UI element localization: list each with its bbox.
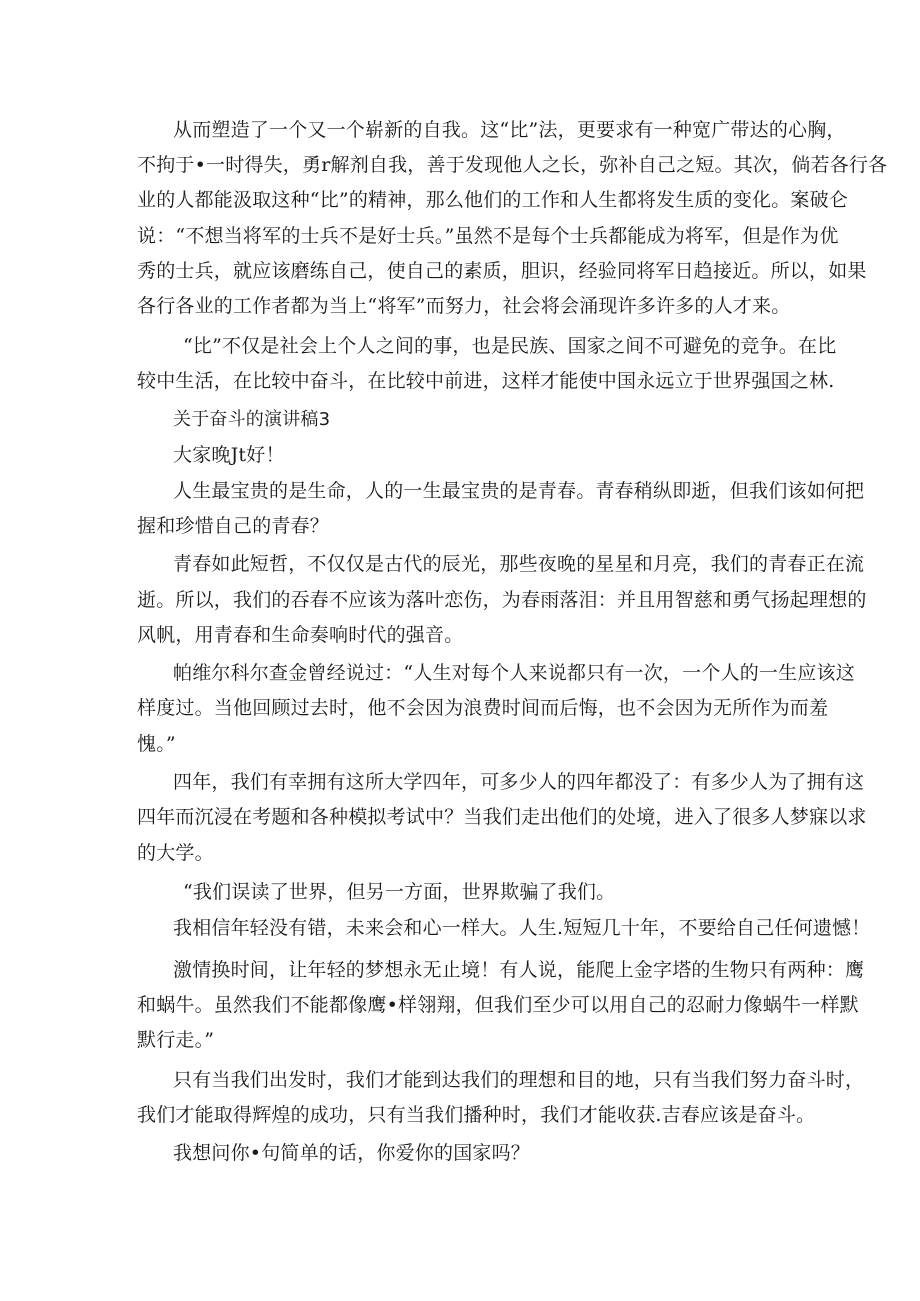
text-line: 愧。” <box>137 733 176 755</box>
text-line: 我相信年轻没有错，未来会和心一样大。人生.短短几十年，不要给自己任何遗憾！ <box>173 917 871 939</box>
text-line: 逝。所以，我们的吞春不应该为落叶恋伤，为春雨落泪：并且用智慈和勇气扬起理想的 <box>137 589 867 611</box>
text-line: 人生最宝贵的是生命，人的一生最宝贵的是青春。青春稍纵即逝，但我们该如何把 <box>173 480 865 502</box>
text-line: 大家晚Jt好！ <box>173 444 285 466</box>
text-line: 激情换时间，让年轻的梦想永无止境！有人说，能爬上金字塔的生物只有两种：鹰 <box>173 959 865 981</box>
section-heading: 关于奋斗的演讲稿3 <box>173 409 331 430</box>
text-line: 不拘于•一时得失，勇r解剂自我，善于发现他人之长，弥补自己之短。其次，倘若各行各 <box>137 154 888 176</box>
text-line: 握和珍惜自己的青春？ <box>137 515 330 537</box>
text-line: 样度过。当他回顾过去时，他不会因为浪费时间而后悔，也不会因为无所作为而羞 <box>137 697 829 719</box>
text-line: 说：“不想当将军的士兵不是好士兵。”虽然不是每个士兵都能成为将军，但是作为优 <box>137 225 839 247</box>
text-line: 和蜗牛。虽然我们不能都像鹰•样翎翔，但我们至少可以用自己的忍耐力像蜗牛一样默 <box>137 994 859 1016</box>
text-line: 较中生活，在比较中奋斗，在比较中前进，这样才能使中国永远立于世界强国之林. <box>137 370 835 392</box>
text-line: 帕维尔科尔查金曾经说过：“人生对每个人来说都只有一次，一个人的一生应该这 <box>173 662 855 684</box>
text-line: 各行各业的工作者都为当上“将军”而努力，社会将会涌现许多许多的人才来。 <box>137 295 791 317</box>
text-line: 我想问你•句简单的话，你爱你的国家吗？ <box>173 1142 531 1164</box>
text-line: 业的人都能汲取这种“比”的精神，那么他们的工作和人生都将发生质的变化。案破仑 <box>137 189 849 211</box>
text-line: 秀的士兵，就应该磨练自己，使自己的素质，胆识，经验同将军日趋接近。所以，如果 <box>137 260 867 282</box>
text-line: 的大学。 <box>137 842 214 864</box>
text-line: 从而塑造了一个又一个崭新的自我。这“比”法，更要求有一种宽广带达的心胸， <box>173 119 846 141</box>
text-line: 只有当我们出发时，我们才能到达我们的理想和目的地，只有当我们努力奋斗时， <box>173 1069 865 1091</box>
text-line: 四年，我们有幸拥有这所大学四年，可多少人的四年都没了：有多少人为了拥有这 <box>173 771 865 793</box>
text-line: 青春如此短哲，不仅仅是古代的辰光，那些夜晚的星星和月亮，我们的青春正在流 <box>173 553 865 575</box>
text-line: 四年而沉浸在考题和各种模拟考试中？当我们走出他们的处境，进入了很多人梦寐以求 <box>137 806 867 828</box>
text-line: “我们误读了世界，但另一方面，世界欺骗了我们。 <box>183 881 616 903</box>
text-line: 默行走。” <box>137 1029 215 1051</box>
text-line: 风帆，用青春和生命奏响时代的强音。 <box>137 624 464 646</box>
text-line: “比”不仅是社会上个人之间的事，也是民族、国家之间不可避免的竞争。在比 <box>183 335 837 357</box>
text-line: 我们才能取得辉煌的成功，只有当我们播种时，我们才能收获.吉春应该是奋斗。 <box>137 1104 816 1126</box>
